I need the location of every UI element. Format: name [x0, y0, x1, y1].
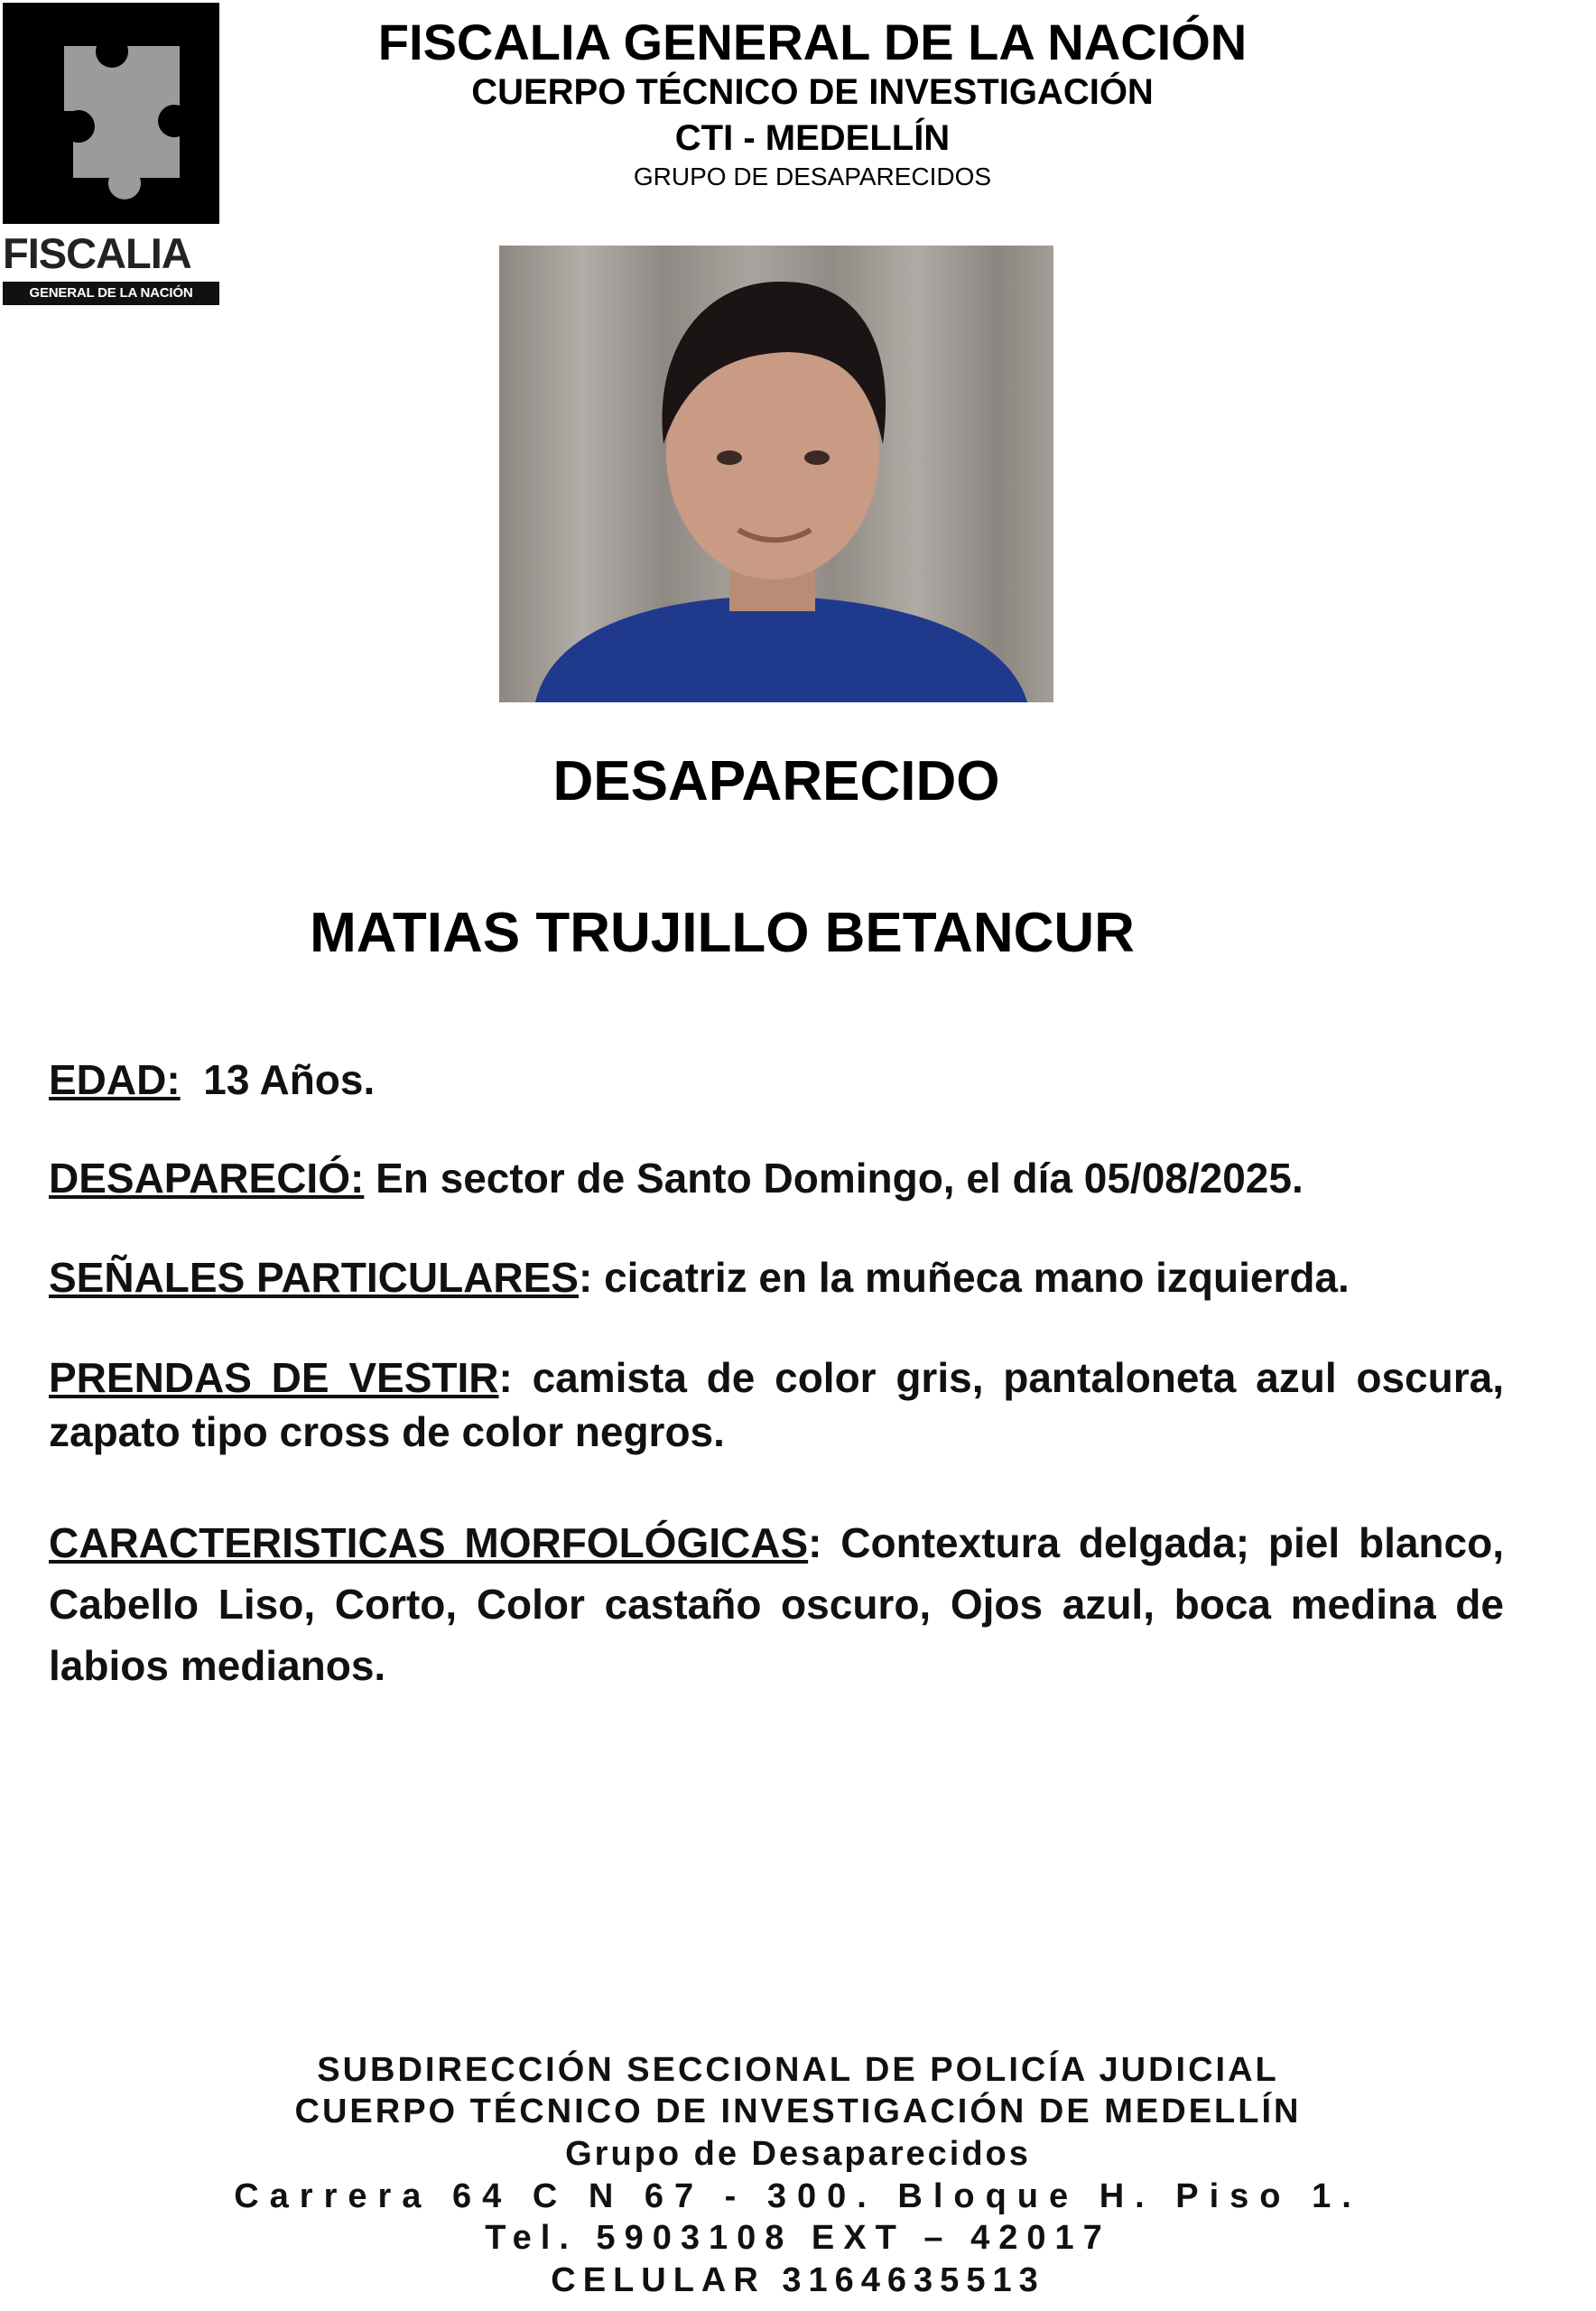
footer-address: Carrera 64 C N 67 - 300. Bloque H. Piso 1.	[234, 2177, 1362, 2215]
prendas-label: PRENDAS DE VESTIR	[49, 1354, 499, 1401]
logo-subtitle: GENERAL DE LA NACIÓN	[3, 282, 219, 305]
edad-label: EDAD:	[49, 1056, 181, 1103]
logo-box	[3, 3, 219, 224]
caracteristicas-label: CARACTERISTICAS MORFOLÓGICAS	[49, 1519, 809, 1566]
desaparecio-value: En sector de Santo Domingo, el día 05/08/2025.	[376, 1155, 1304, 1202]
footer-line-3: Grupo de Desaparecidos	[565, 2135, 1031, 2173]
detail-caracteristicas	[49, 1512, 1504, 1696]
detail-senales	[49, 1248, 1504, 1307]
edad-value: 13 Años.	[203, 1056, 376, 1103]
footer-phone: Tel. 5903108 EXT – 42017	[485, 2219, 1111, 2257]
header-agency: FISCALIA GENERAL DE LA NACIÓN	[377, 14, 1248, 70]
footer-mobile: CELULAR 3164635513	[551, 2261, 1045, 2299]
footer-line-1: SUBDIRECCIÓN SECCIONAL DE POLICÍA JUDICIAL	[317, 2051, 1279, 2089]
desaparecio-label: DESAPARECIÓ:	[49, 1155, 365, 1202]
fiscalia-logo	[3, 3, 219, 308]
logo-title: FISCALIA	[3, 229, 191, 277]
senales-label: SEÑALES PARTICULARES	[49, 1254, 579, 1301]
header-group: GRUPO DE DESAPARECIDOS	[633, 162, 992, 190]
person-name: MATIAS TRUJILLO BETANCUR	[310, 902, 1135, 964]
detail-desaparecio	[49, 1148, 1504, 1208]
header-body: CUERPO TÉCNICO DE INVESTIGACIÓN	[471, 72, 1154, 112]
missing-person-photo	[499, 246, 1053, 702]
puzzle-piece-icon	[21, 17, 201, 209]
footer-line-2: CUERPO TÉCNICO DE INVESTIGACIÓN DE MEDELLÍN	[294, 2093, 1302, 2130]
status-title: DESAPARECIDO	[552, 750, 1000, 812]
detail-prendas	[49, 1350, 1504, 1459]
header-office: CTI - MEDELLÍN	[674, 118, 951, 158]
prendas-value: : camista de color gris, pantaloneta azul oscura, zapato tipo cross de color negros.	[49, 1354, 1504, 1455]
caracteristicas-value: : Contextura delgada; piel blanco, Cabello Liso, Corto, Color castaño oscuro, Ojos azul, boca medina de labios medianos.	[49, 1519, 1504, 1689]
senales-value: : cicatriz en la muñeca mano izquierda.	[578, 1254, 1350, 1301]
detail-edad	[49, 1050, 1504, 1109]
